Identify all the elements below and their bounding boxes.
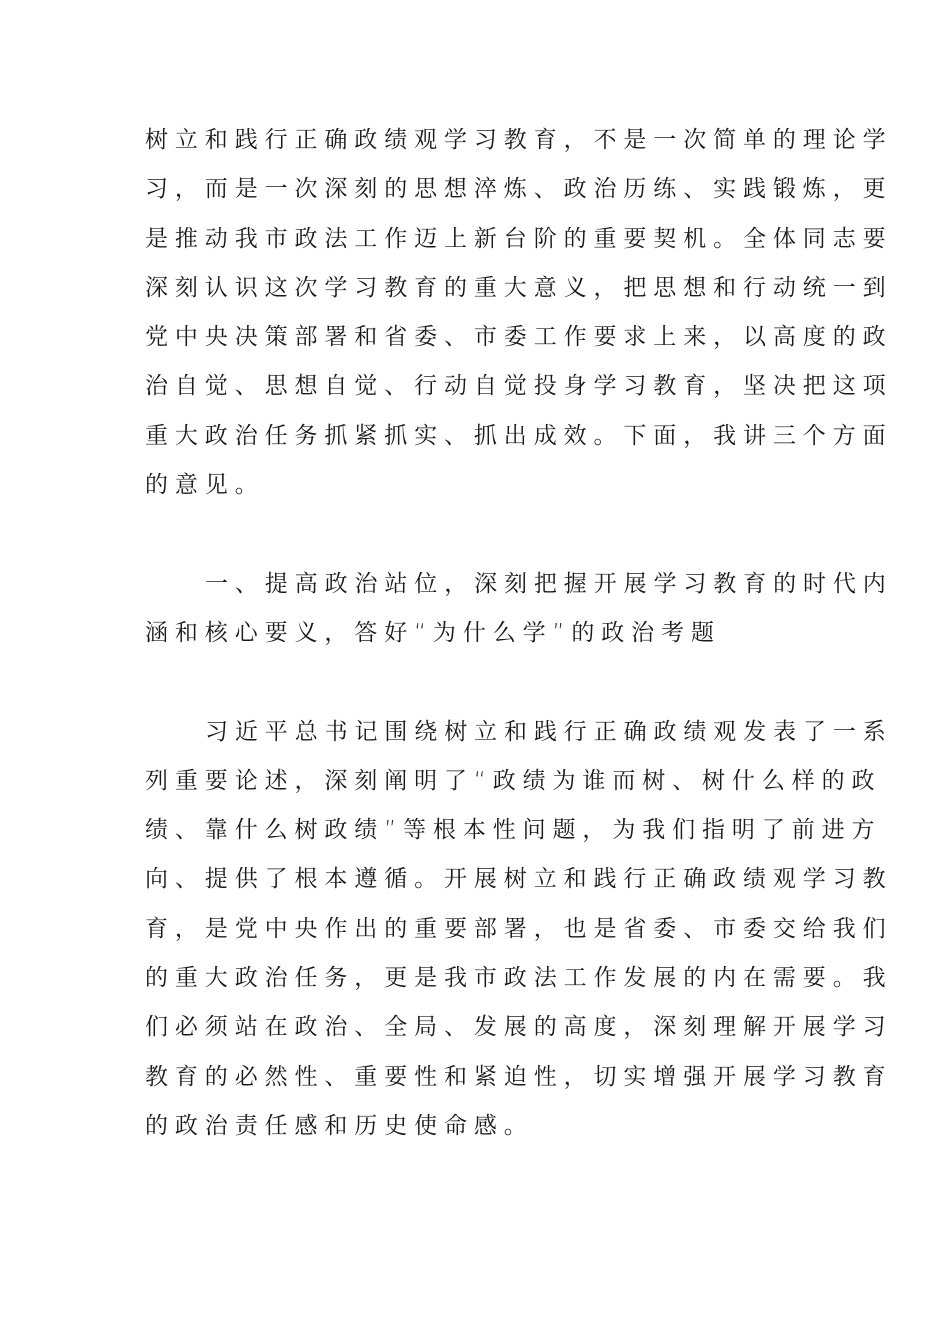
paragraph-spacer — [145, 510, 807, 559]
text-line: 育，是党中央作出的重要部署，也是省委、市委交给我们 — [145, 915, 893, 942]
paragraph-spacer — [145, 658, 807, 707]
text-line: 绩、靠什么树政绩”等根本性问题，为我们指明了前进方 — [145, 817, 882, 844]
section-heading — [145, 560, 893, 659]
document-body — [145, 116, 893, 1151]
text-line: 治自觉、思想自觉、行动自觉投身学习教育，坚决把这项 — [145, 373, 893, 400]
text-line: 的重大政治任务，更是我市政法工作发展的内在需要。我 — [145, 965, 893, 992]
text-line: 教育的必然性、重要性和紧迫性，切实增强开展学习教育 — [145, 1063, 893, 1090]
body-paragraph — [145, 708, 893, 1152]
heading-line: 涵和核心要义，答好“为什么学”的政治考题 — [145, 619, 721, 646]
text-line: 党中央决策部署和省委、市委工作要求上来，以高度的政 — [145, 324, 893, 351]
intro-paragraph — [145, 116, 893, 510]
heading-line: 一、提高政治站位，深刻把握开展学习教育的时代内 — [205, 570, 893, 597]
text-line: 的意见。 — [145, 472, 265, 499]
text-line: 们必须站在政治、全局、发展的高度，深刻理解开展学习 — [145, 1014, 893, 1041]
text-line: 列重要论述，深刻阐明了“政绩为谁而树、树什么样的政 — [145, 767, 882, 794]
text-line: 习近平总书记围绕树立和践行正确政绩观发表了一系 — [205, 718, 893, 745]
text-line: 习，而是一次深刻的思想淬炼、政治历练、实践锻炼，更 — [145, 176, 893, 203]
text-line: 是推动我市政法工作迈上新台阶的重要契机。全体同志要 — [145, 225, 893, 252]
text-line: 向、提供了根本遵循。开展树立和践行正确政绩观学习教 — [145, 866, 893, 893]
text-line: 重大政治任务抓紧抓实、抓出成效。下面，我讲三个方面 — [145, 422, 893, 449]
text-line: 的政治责任感和历史使命感。 — [145, 1112, 534, 1139]
text-line: 树立和践行正确政绩观学习教育，不是一次简单的理论学 — [145, 127, 893, 153]
text-line: 深刻认识这次学习教育的重大意义，把思想和行动统一到 — [145, 274, 893, 301]
